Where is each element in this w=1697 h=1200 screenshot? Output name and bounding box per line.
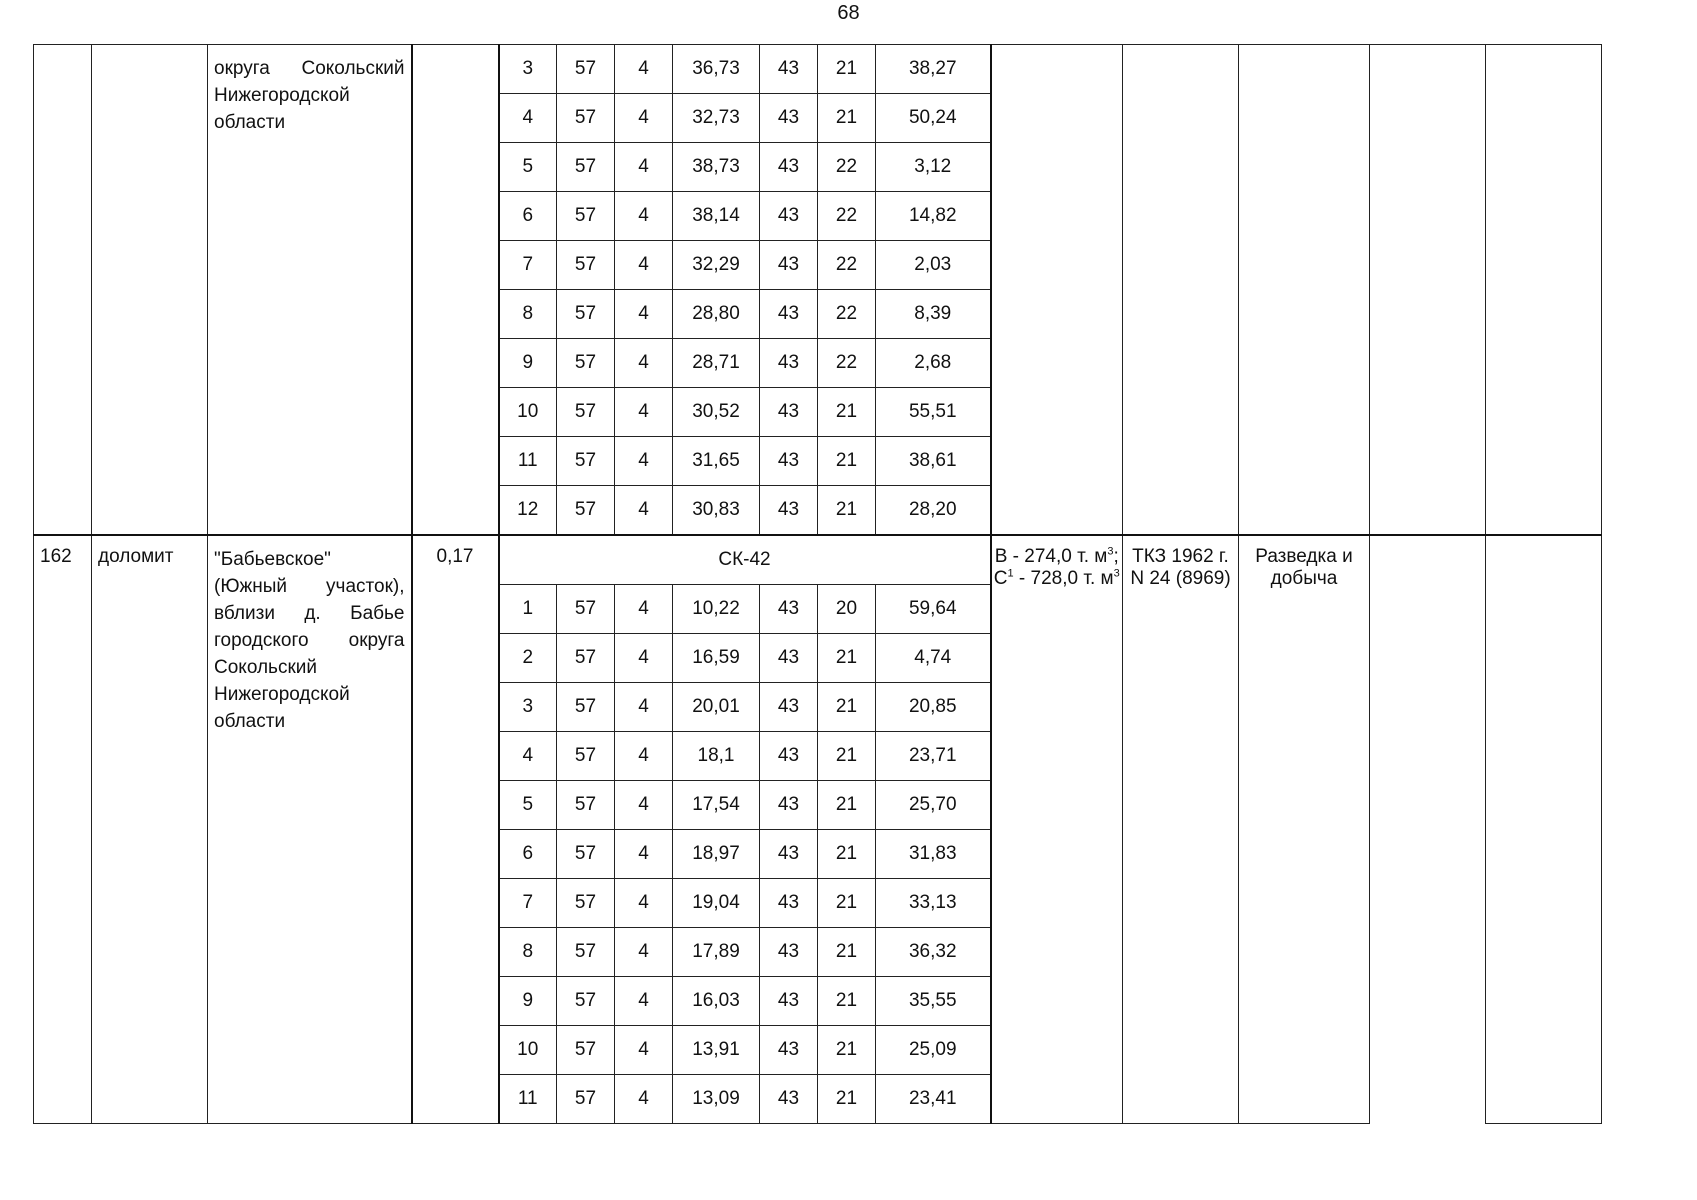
- cell-lat-deg: 57: [557, 585, 615, 634]
- cell-lat-min: 4: [615, 879, 673, 928]
- cell-area: [412, 45, 499, 536]
- cell-lon-deg: 43: [760, 143, 818, 192]
- cell-number: [34, 45, 92, 536]
- cell-lat-sec: 16,03: [673, 977, 760, 1026]
- cell-use-type: [1239, 45, 1370, 536]
- cell-lon-min: 21: [818, 437, 876, 486]
- cell-point-number: 3: [499, 683, 557, 732]
- cell-lon-min: 21: [818, 781, 876, 830]
- cell-lat-sec: 20,01: [673, 683, 760, 732]
- cell-lat-min: 4: [615, 241, 673, 290]
- cell-lat-deg: 57: [557, 781, 615, 830]
- cell-extra-2: [1486, 535, 1602, 1124]
- cell-lon-sec: 50,24: [876, 94, 991, 143]
- cell-lat-min: 4: [615, 977, 673, 1026]
- reserves-sup-a: 3: [1107, 545, 1114, 558]
- cell-lat-sec: 19,04: [673, 879, 760, 928]
- cell-lon-min: 21: [818, 388, 876, 437]
- cell-lon-min: 21: [818, 486, 876, 536]
- cell-lon-deg: 43: [760, 977, 818, 1026]
- cell-lat-min: 4: [615, 94, 673, 143]
- cell-lat-sec: 38,73: [673, 143, 760, 192]
- cell-point-number: 9: [499, 339, 557, 388]
- cell-point-number: 5: [499, 781, 557, 830]
- table-row: [34, 45, 1602, 94]
- cell-point-number: 10: [499, 1026, 557, 1075]
- cell-point-number: 12: [499, 486, 557, 536]
- cell-extra-2: [1486, 45, 1602, 536]
- cell-lat-min: 4: [615, 437, 673, 486]
- reserves-sup-b: 1: [1007, 567, 1014, 580]
- cell-lat-sec: 17,89: [673, 928, 760, 977]
- cell-lon-sec: 23,71: [876, 732, 991, 781]
- cell-point-number: 10: [499, 388, 557, 437]
- cell-point-number: 7: [499, 879, 557, 928]
- cell-lon-deg: 43: [760, 192, 818, 241]
- cell-lat-min: 4: [615, 1075, 673, 1124]
- cell-lon-deg: 43: [760, 1075, 818, 1124]
- cell-use-type: Разведка и добыча: [1239, 535, 1370, 1124]
- cell-lat-sec: 13,91: [673, 1026, 760, 1075]
- cell-lon-sec: 2,03: [876, 241, 991, 290]
- cell-lat-min: 4: [615, 143, 673, 192]
- deposits-table: [33, 44, 1602, 1124]
- cell-lat-deg: 57: [557, 1026, 615, 1075]
- cell-lon-sec: 14,82: [876, 192, 991, 241]
- cell-lat-sec: 36,73: [673, 45, 760, 94]
- cell-point-number: 6: [499, 192, 557, 241]
- cell-lat-sec: 18,97: [673, 830, 760, 879]
- cell-lon-min: 21: [818, 830, 876, 879]
- cell-lon-sec: 35,55: [876, 977, 991, 1026]
- cell-lon-sec: 31,83: [876, 830, 991, 879]
- cell-lat-deg: 57: [557, 143, 615, 192]
- cell-lon-sec: 25,70: [876, 781, 991, 830]
- reserves-text-b: ; С: [993, 546, 1119, 589]
- cell-lon-min: 21: [818, 732, 876, 781]
- cell-extra-1: [1370, 45, 1486, 536]
- cell-lon-deg: 43: [760, 830, 818, 879]
- cell-lat-deg: 57: [557, 1075, 615, 1124]
- cell-lat-sec: 28,80: [673, 290, 760, 339]
- cell-mineral: [92, 45, 208, 536]
- cell-lon-deg: 43: [760, 290, 818, 339]
- cell-lat-min: 4: [615, 928, 673, 977]
- cell-point-number: 11: [499, 1075, 557, 1124]
- cell-lon-deg: 43: [760, 437, 818, 486]
- cell-point-number: 8: [499, 928, 557, 977]
- cell-lon-sec: 25,09: [876, 1026, 991, 1075]
- cell-lon-deg: 43: [760, 781, 818, 830]
- cell-lat-deg: 57: [557, 732, 615, 781]
- cell-lon-deg: 43: [760, 928, 818, 977]
- cell-lat-sec: 17,54: [673, 781, 760, 830]
- cell-lat-deg: 57: [557, 94, 615, 143]
- cell-lon-sec: 59,64: [876, 585, 991, 634]
- cell-lat-deg: 57: [557, 388, 615, 437]
- reserves-text-a: В - 274,0 т. м: [994, 546, 1108, 567]
- cell-protocol: ТКЗ 1962 г. N 24 (8969): [1123, 535, 1239, 1124]
- cell-lon-min: 21: [818, 977, 876, 1026]
- cell-lon-sec: 55,51: [876, 388, 991, 437]
- reserves-text-c: - 728,0 т. м: [1013, 568, 1114, 589]
- cell-lon-deg: 43: [760, 585, 818, 634]
- cell-lon-sec: 38,27: [876, 45, 991, 94]
- table-row: [34, 535, 1602, 585]
- cell-lon-min: 21: [818, 879, 876, 928]
- cell-lon-sec: 28,20: [876, 486, 991, 536]
- cell-lat-min: 4: [615, 585, 673, 634]
- cell-lon-deg: 43: [760, 1026, 818, 1075]
- cell-lon-sec: 2,68: [876, 339, 991, 388]
- cell-lon-sec: 38,61: [876, 437, 991, 486]
- cell-lon-min: 21: [818, 634, 876, 683]
- cell-lon-sec: 20,85: [876, 683, 991, 732]
- cell-point-number: 5: [499, 143, 557, 192]
- cell-lat-deg: 57: [557, 879, 615, 928]
- cell-point-number: 11: [499, 437, 557, 486]
- cell-lat-sec: 30,83: [673, 486, 760, 536]
- cell-lon-min: 21: [818, 1075, 876, 1124]
- cell-lat-min: 4: [615, 290, 673, 339]
- cell-lon-min: 22: [818, 143, 876, 192]
- cell-lat-min: 4: [615, 683, 673, 732]
- cell-lat-sec: 16,59: [673, 634, 760, 683]
- cell-point-number: 1: [499, 585, 557, 634]
- cell-lon-min: 22: [818, 290, 876, 339]
- cell-lat-deg: 57: [557, 192, 615, 241]
- cell-lat-sec: 10,22: [673, 585, 760, 634]
- cell-lat-sec: 18,1: [673, 732, 760, 781]
- cell-lat-deg: 57: [557, 486, 615, 536]
- cell-lat-min: 4: [615, 486, 673, 536]
- cell-lat-deg: 57: [557, 290, 615, 339]
- cell-lat-min: 4: [615, 339, 673, 388]
- reserves-sup-c: 3: [1113, 567, 1120, 580]
- cell-lon-deg: 43: [760, 732, 818, 781]
- cell-coord-system: СК-42: [499, 535, 991, 585]
- cell-extra-1: [1370, 535, 1486, 1124]
- cell-lat-deg: 57: [557, 45, 615, 94]
- cell-lon-deg: 43: [760, 486, 818, 536]
- cell-lat-deg: 57: [557, 977, 615, 1026]
- cell-lon-min: 21: [818, 45, 876, 94]
- cell-lon-min: 21: [818, 94, 876, 143]
- cell-lon-min: 22: [818, 339, 876, 388]
- cell-lon-sec: 4,74: [876, 634, 991, 683]
- cell-lat-deg: 57: [557, 830, 615, 879]
- cell-lat-sec: 38,14: [673, 192, 760, 241]
- cell-lon-deg: 43: [760, 634, 818, 683]
- cell-lon-min: 22: [818, 241, 876, 290]
- cell-lon-sec: 36,32: [876, 928, 991, 977]
- cell-lon-sec: 33,13: [876, 879, 991, 928]
- cell-number: 162: [34, 535, 92, 1124]
- table-body: [34, 45, 1602, 1124]
- cell-lat-deg: 57: [557, 339, 615, 388]
- cell-area: 0,17: [412, 535, 499, 1124]
- cell-lat-sec: 32,73: [673, 94, 760, 143]
- cell-lat-min: 4: [615, 781, 673, 830]
- cell-lon-deg: 43: [760, 45, 818, 94]
- cell-lat-min: 4: [615, 634, 673, 683]
- cell-lat-min: 4: [615, 732, 673, 781]
- cell-location: "Бабьевское" (Южный участок), вблизи д. Бабье городского округа Сокольский Нижегородской области: [208, 535, 412, 1124]
- cell-lat-deg: 57: [557, 683, 615, 732]
- cell-point-number: 6: [499, 830, 557, 879]
- cell-lon-deg: 43: [760, 339, 818, 388]
- page-number: 68: [837, 2, 860, 24]
- cell-mineral: доломит: [92, 535, 208, 1124]
- cell-lat-min: 4: [615, 388, 673, 437]
- cell-lat-deg: 57: [557, 634, 615, 683]
- cell-lon-sec: 3,12: [876, 143, 991, 192]
- cell-lat-sec: 13,09: [673, 1075, 760, 1124]
- cell-lat-min: 4: [615, 830, 673, 879]
- cell-lat-min: 4: [615, 1026, 673, 1075]
- cell-point-number: 9: [499, 977, 557, 1026]
- cell-lon-sec: 8,39: [876, 290, 991, 339]
- cell-point-number: 4: [499, 732, 557, 781]
- cell-point-number: 7: [499, 241, 557, 290]
- cell-lon-min: 21: [818, 928, 876, 977]
- cell-lon-min: 20: [818, 585, 876, 634]
- cell-lon-deg: 43: [760, 879, 818, 928]
- cell-point-number: 2: [499, 634, 557, 683]
- cell-lon-deg: 43: [760, 388, 818, 437]
- cell-reserves: [991, 45, 1123, 536]
- cell-lon-sec: 23,41: [876, 1075, 991, 1124]
- cell-lat-deg: 57: [557, 928, 615, 977]
- cell-lon-deg: 43: [760, 683, 818, 732]
- cell-point-number: 8: [499, 290, 557, 339]
- cell-lat-min: 4: [615, 192, 673, 241]
- cell-lon-min: 21: [818, 683, 876, 732]
- cell-lon-deg: 43: [760, 241, 818, 290]
- cell-lon-min: 22: [818, 192, 876, 241]
- cell-protocol: [1123, 45, 1239, 536]
- cell-reserves: [991, 535, 1123, 1124]
- cell-lat-sec: 32,29: [673, 241, 760, 290]
- cell-lat-sec: 30,52: [673, 388, 760, 437]
- cell-point-number: 4: [499, 94, 557, 143]
- cell-lat-sec: 31,65: [673, 437, 760, 486]
- cell-lon-min: 21: [818, 1026, 876, 1075]
- cell-lat-deg: 57: [557, 437, 615, 486]
- cell-lat-sec: 28,71: [673, 339, 760, 388]
- cell-lon-deg: 43: [760, 94, 818, 143]
- cell-lat-min: 4: [615, 45, 673, 94]
- cell-point-number: 3: [499, 45, 557, 94]
- cell-location: округа Сокольский Нижегородской области: [208, 45, 412, 536]
- cell-lat-deg: 57: [557, 241, 615, 290]
